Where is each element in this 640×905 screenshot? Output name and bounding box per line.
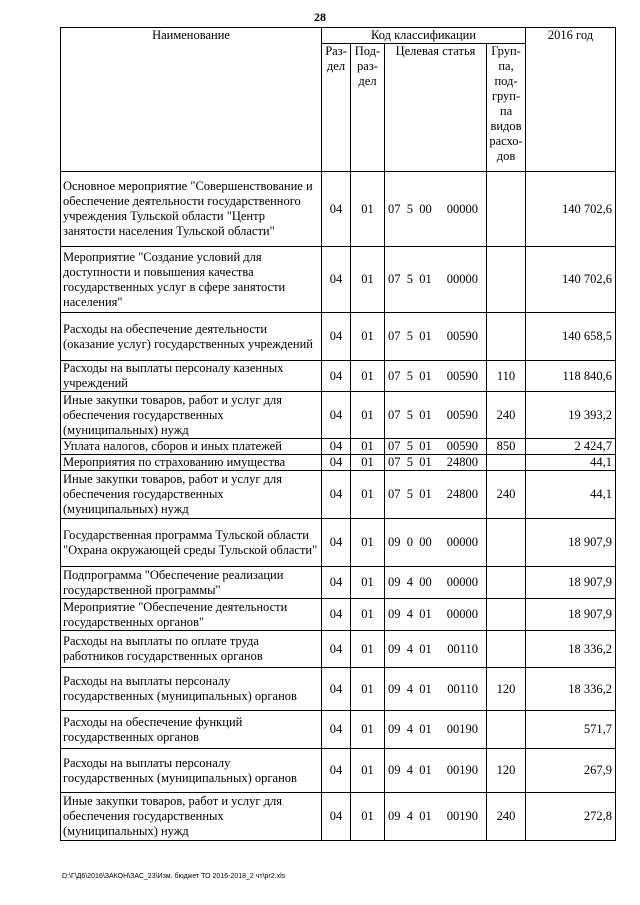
row-target-code: 24800 (436, 471, 487, 519)
row-podrazdel: 01 (351, 668, 385, 711)
row-amount: 267,9 (526, 749, 616, 793)
table-row (61, 247, 616, 313)
row-name: Расходы на обеспечение деятельности (оказание услуг) государственных учреждений (61, 313, 322, 361)
row-target-code: 00000 (436, 247, 487, 313)
row-target-code: 00000 (436, 519, 487, 567)
row-razdel: 04 (322, 172, 351, 247)
row-amount: 18 336,2 (526, 668, 616, 711)
row-amount: 140 658,5 (526, 313, 616, 361)
table-row (61, 361, 616, 392)
row-amount: 18 907,9 (526, 519, 616, 567)
row-amount: 19 393,2 (526, 392, 616, 439)
row-expense-group (487, 313, 526, 361)
table-row (61, 519, 616, 567)
table-row (61, 439, 616, 455)
row-expense-group: 110 (487, 361, 526, 392)
header-group: Груп-па, под-груп-па видов расхо-дов (487, 44, 526, 172)
row-expense-group (487, 711, 526, 749)
row-razdel: 04 (322, 439, 351, 455)
page-number: 28 (314, 10, 326, 24)
row-razdel: 04 (322, 361, 351, 392)
row-target-code: 00190 (436, 749, 487, 793)
row-podrazdel: 01 (351, 455, 385, 471)
row-name: Государственная программа Тульской области "Охрана окружающей среды Тульской области" (61, 519, 322, 567)
row-podrazdel: 01 (351, 247, 385, 313)
row-amount: 571,7 (526, 711, 616, 749)
table-row (61, 455, 616, 471)
header-podrazdel: Под-раз-дел (351, 44, 385, 172)
row-target-code: 00110 (436, 631, 487, 668)
row-target-code: 00590 (436, 313, 487, 361)
row-razdel: 04 (322, 631, 351, 668)
table-row (61, 711, 616, 749)
row-name: Основное мероприятие "Совершенствование и обеспечение деятельности государственного учреждения Тульской области "Центр занятости населения Тульской области" (61, 172, 322, 247)
row-target-prefix: 09 4 01 (385, 631, 436, 668)
row-razdel: 04 (322, 668, 351, 711)
row-razdel: 04 (322, 247, 351, 313)
row-podrazdel: 01 (351, 439, 385, 455)
row-name: Мероприятие "Обеспечение деятельности государственных органов" (61, 599, 322, 631)
row-target-prefix: 09 4 01 (385, 711, 436, 749)
row-name: Расходы на выплаты по оплате труда работников государственных органов (61, 631, 322, 668)
row-amount: 18 336,2 (526, 631, 616, 668)
row-name: Иные закупки товаров, работ и услуг для обеспечения государственных (муниципальных) нужд (61, 471, 322, 519)
header-year: 2016 год (526, 28, 616, 172)
budget-table (60, 27, 616, 841)
row-name: Уплата налогов, сборов и иных платежей (61, 439, 322, 455)
row-amount: 140 702,6 (526, 247, 616, 313)
row-razdel: 04 (322, 313, 351, 361)
table-row (61, 631, 616, 668)
row-name: Иные закупки товаров, работ и услуг для обеспечения государственных (муниципальных) нужд (61, 793, 322, 841)
row-target-code: 00110 (436, 668, 487, 711)
table-row (61, 471, 616, 519)
row-podrazdel: 01 (351, 361, 385, 392)
header-razdel: Раз-дел (322, 44, 351, 172)
row-podrazdel: 01 (351, 313, 385, 361)
row-target-code: 24800 (436, 455, 487, 471)
row-amount: 44,1 (526, 455, 616, 471)
row-expense-group: 120 (487, 749, 526, 793)
row-target-prefix: 09 4 00 (385, 567, 436, 599)
row-expense-group: 240 (487, 793, 526, 841)
row-target-code: 00000 (436, 172, 487, 247)
header-target: Целевая статья (385, 44, 487, 172)
row-amount: 2 424,7 (526, 439, 616, 455)
row-razdel: 04 (322, 711, 351, 749)
row-target-code: 00000 (436, 599, 487, 631)
row-name: Расходы на выплаты персоналу государственных (муниципальных) органов (61, 749, 322, 793)
row-target-prefix: 07 5 01 (385, 313, 436, 361)
row-expense-group: 240 (487, 392, 526, 439)
table-row (61, 392, 616, 439)
row-expense-group (487, 599, 526, 631)
row-target-prefix: 09 4 01 (385, 793, 436, 841)
table-row (61, 172, 616, 247)
row-razdel: 04 (322, 471, 351, 519)
row-target-code: 00190 (436, 711, 487, 749)
row-expense-group (487, 567, 526, 599)
row-podrazdel: 01 (351, 392, 385, 439)
row-podrazdel: 01 (351, 711, 385, 749)
row-name: Расходы на обеспечение функций государственных органов (61, 711, 322, 749)
row-amount: 140 702,6 (526, 172, 616, 247)
table-row (61, 567, 616, 599)
row-expense-group (487, 172, 526, 247)
row-amount: 18 907,9 (526, 599, 616, 631)
row-target-prefix: 09 4 01 (385, 749, 436, 793)
row-podrazdel: 01 (351, 793, 385, 841)
row-expense-group: 850 (487, 439, 526, 455)
row-expense-group: 240 (487, 471, 526, 519)
row-razdel: 04 (322, 749, 351, 793)
header-name: Наименование (61, 28, 322, 172)
row-razdel: 04 (322, 567, 351, 599)
row-amount: 272,8 (526, 793, 616, 841)
row-target-prefix: 09 4 01 (385, 599, 436, 631)
row-target-prefix: 07 5 01 (385, 439, 436, 455)
row-expense-group (487, 455, 526, 471)
row-amount: 18 907,9 (526, 567, 616, 599)
row-podrazdel: 01 (351, 471, 385, 519)
row-amount: 118 840,6 (526, 361, 616, 392)
row-podrazdel: 01 (351, 631, 385, 668)
row-razdel: 04 (322, 519, 351, 567)
row-razdel: 04 (322, 599, 351, 631)
row-podrazdel: 01 (351, 599, 385, 631)
table-row (61, 749, 616, 793)
row-podrazdel: 01 (351, 749, 385, 793)
row-podrazdel: 01 (351, 567, 385, 599)
row-expense-group (487, 631, 526, 668)
row-target-prefix: 07 5 01 (385, 392, 436, 439)
row-target-code: 00000 (436, 567, 487, 599)
header-code: Код классификации (322, 28, 526, 44)
row-name: Расходы на выплаты персоналу казенных учреждений (61, 361, 322, 392)
row-expense-group (487, 519, 526, 567)
row-expense-group (487, 247, 526, 313)
row-razdel: 04 (322, 455, 351, 471)
row-target-code: 00590 (436, 361, 487, 392)
row-target-code: 00190 (436, 793, 487, 841)
table-row (61, 668, 616, 711)
row-podrazdel: 01 (351, 172, 385, 247)
row-target-prefix: 07 5 00 (385, 172, 436, 247)
table-row (61, 793, 616, 841)
row-name: Мероприятия по страхованию имущества (61, 455, 322, 471)
table-row (61, 313, 616, 361)
row-name: Подпрограмма "Обеспечение реализации государственной программы" (61, 567, 322, 599)
row-razdel: 04 (322, 793, 351, 841)
row-amount: 44,1 (526, 471, 616, 519)
row-podrazdel: 01 (351, 519, 385, 567)
header-row-1 (61, 28, 616, 44)
row-razdel: 04 (322, 392, 351, 439)
row-target-prefix: 07 5 01 (385, 361, 436, 392)
row-expense-group: 120 (487, 668, 526, 711)
row-name: Иные закупки товаров, работ и услуг для обеспечения государственных (муниципальных) нужд (61, 392, 322, 439)
table-row (61, 599, 616, 631)
row-target-prefix: 07 5 01 (385, 455, 436, 471)
row-target-prefix: 07 5 01 (385, 471, 436, 519)
row-target-code: 00590 (436, 392, 487, 439)
row-target-prefix: 07 5 01 (385, 247, 436, 313)
row-name: Мероприятие "Создание условий для доступности и повышения качества государственных услуг в сфере занятости населения" (61, 247, 322, 313)
row-target-prefix: 09 0 00 (385, 519, 436, 567)
row-name: Расходы на выплаты персоналу государственных (муниципальных) органов (61, 668, 322, 711)
row-target-prefix: 09 4 01 (385, 668, 436, 711)
row-target-code: 00590 (436, 439, 487, 455)
file-path-footer: D:\Г\Д6\2016\ЗАКОН\ЗАС_23\Изм. бюджет ТО 2016-2018_2 чт\pr2.xls (62, 873, 286, 880)
